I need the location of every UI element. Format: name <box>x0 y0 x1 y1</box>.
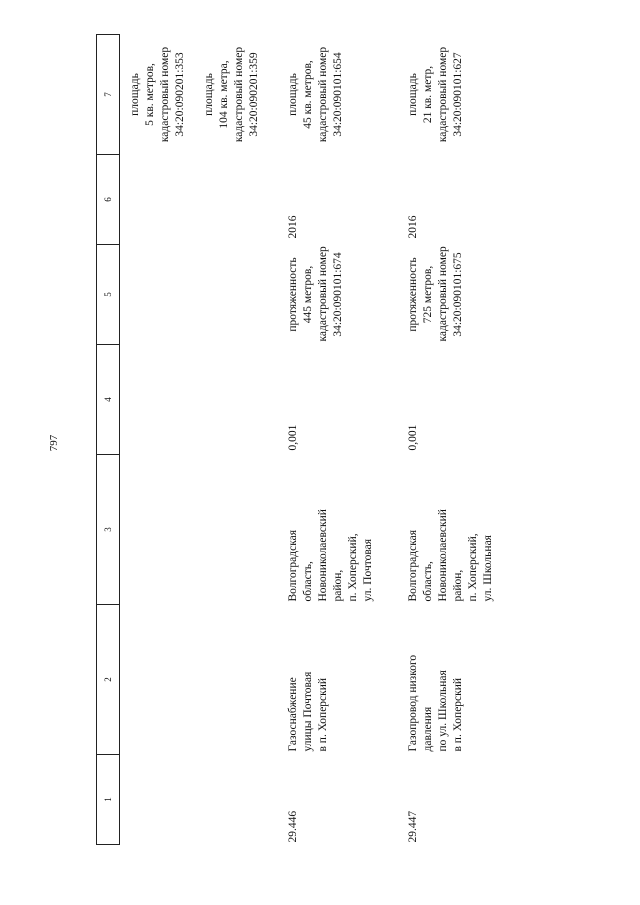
value-cell: 0,001 <box>287 424 299 451</box>
rotated-table-wrapper <box>96 35 596 845</box>
address-line: п. Хоперский, <box>467 533 479 602</box>
name-line: давления <box>422 706 434 752</box>
address-line: Новониколаевский <box>437 509 449 602</box>
address-line: область, <box>302 561 314 602</box>
address-line: район, <box>452 569 464 602</box>
note-line: 34:20:090101:627 <box>452 52 464 137</box>
note-line: площадь <box>203 73 215 116</box>
name-line: в п. Хоперский <box>317 677 329 752</box>
name-line: улицы Почтовая <box>302 671 314 752</box>
note-line: 45 кв. метров, <box>302 60 314 129</box>
characteristics-line: кадастровый номер <box>317 246 329 342</box>
note-line: 34:20:090101:654 <box>332 52 344 137</box>
continuation-row <box>120 35 279 845</box>
address-line: район, <box>332 569 344 602</box>
table-row <box>398 35 496 845</box>
year-cell: 2016 <box>287 215 299 239</box>
address-cell <box>398 455 496 605</box>
object-name-cell <box>278 605 398 755</box>
address-line: Новониколаевский <box>317 509 329 602</box>
note-line: площадь <box>287 73 299 116</box>
characteristics-line: кадастровый номер <box>437 246 449 342</box>
value-cell: 0,001 <box>407 424 419 451</box>
page-number: 797 <box>48 434 60 452</box>
characteristics-line: 34:20:090101:675 <box>452 252 464 337</box>
note-line: 21 кв. метр, <box>422 65 434 124</box>
note-line: 104 кв. метра, <box>218 60 230 129</box>
notes-cell <box>278 35 398 155</box>
name-line: в п. Хоперский <box>452 677 464 752</box>
column-header-4: 4 <box>97 345 120 455</box>
column-header-6: 6 <box>97 155 120 245</box>
characteristics-line: протяженность <box>407 257 419 332</box>
row-number: 29.446 <box>287 810 299 843</box>
characteristics-line: 725 метров, <box>422 265 434 324</box>
column-header-3: 3 <box>97 455 120 605</box>
note-line: кадастровый номер <box>159 46 171 143</box>
name-line: Газопровод низкого <box>407 654 419 752</box>
address-line: п. Хоперский, <box>347 533 359 602</box>
address-cell <box>278 455 398 605</box>
characteristics-cell <box>278 245 398 345</box>
column-header-2: 2 <box>97 605 120 755</box>
year-cell: 2016 <box>407 215 419 239</box>
characteristics-cell <box>398 245 496 345</box>
note-line: площадь <box>129 73 141 116</box>
note-line: кадастровый номер <box>437 46 449 143</box>
notes-cell <box>398 35 496 155</box>
column-header-1: 1 <box>97 755 120 845</box>
note-line: кадастровый номер <box>317 46 329 143</box>
characteristics-line: протяженность <box>287 257 299 332</box>
name-line: Газоснабжение <box>287 677 299 752</box>
table-row <box>278 35 398 845</box>
address-line: Волгоградская <box>407 529 419 602</box>
characteristics-line: 34:20:090101:674 <box>332 252 344 337</box>
address-line: Волгоградская <box>287 529 299 602</box>
row-number: 29.447 <box>407 810 419 843</box>
object-name-cell <box>398 605 496 755</box>
address-line: область, <box>422 561 434 602</box>
continuation-note-1 <box>128 38 188 152</box>
note-line: 34:20:090201:353 <box>174 52 186 137</box>
note-line: 5 кв. метров, <box>144 63 156 126</box>
data-table <box>96 34 496 845</box>
characteristics-line: 445 метров, <box>302 265 314 324</box>
header-row <box>97 35 120 845</box>
address-line: ул. Школьная <box>482 535 494 602</box>
note-line: площадь <box>407 73 419 116</box>
name-line: по ул. Школьная <box>437 670 449 752</box>
note-line: кадастровый номер <box>233 46 245 143</box>
continuation-note-2 <box>202 38 262 152</box>
column-header-5: 5 <box>97 245 120 345</box>
column-header-7: 7 <box>97 35 120 155</box>
note-line: 34:20:090201:359 <box>248 52 260 137</box>
continuation-notes-cell <box>120 35 279 155</box>
address-line: ул. Почтовая <box>362 538 374 602</box>
